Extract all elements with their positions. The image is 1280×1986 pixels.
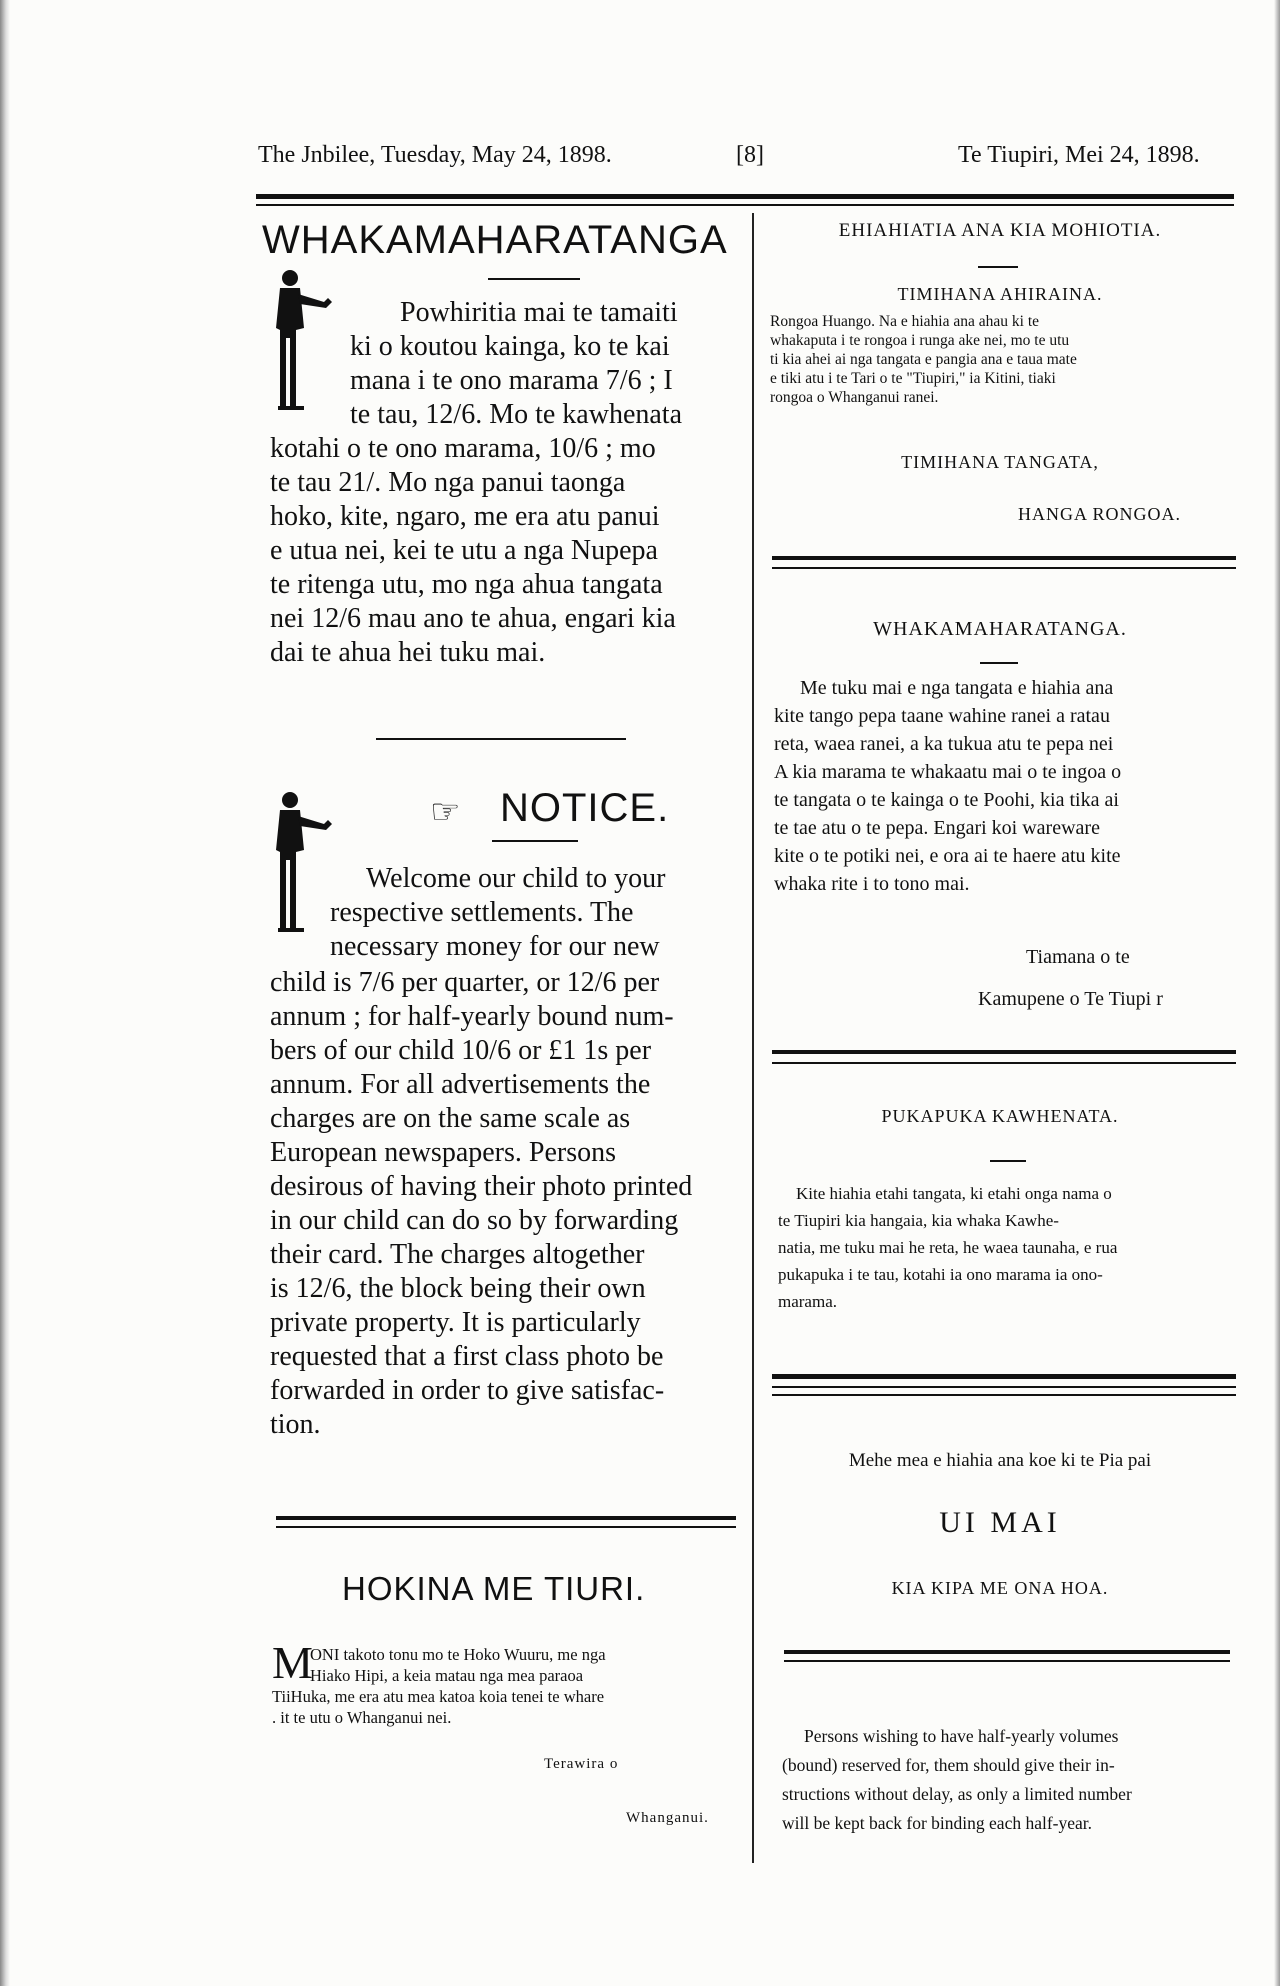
text-line: is 12/6, the block being their own xyxy=(270,1273,646,1304)
hokina-title: HOKINA ME TIURI. xyxy=(342,1570,646,1607)
title-underline xyxy=(980,662,1018,664)
notice-title: NOTICE. xyxy=(500,786,670,830)
text-line: Kite hiahia etahi tangata, ki etahi onga nama o xyxy=(796,1184,1112,1203)
text-line: annum. For all advertisements the xyxy=(270,1069,651,1100)
page-number: [8] xyxy=(736,142,764,168)
scan-edge-left xyxy=(0,0,10,1986)
maori-notice-indented xyxy=(350,330,722,432)
ehiahiatia-subtitle: TIMIHANA AHIRAINA. xyxy=(897,284,1103,304)
text-line: Me tuku mai e nga tangata e hiahia ana xyxy=(800,677,1114,699)
section-rule xyxy=(376,738,626,740)
pointing-hand-icon: ☞ xyxy=(430,794,461,831)
notice-first-line xyxy=(366,862,722,896)
section-rule-thin xyxy=(784,1660,1230,1662)
text-line: desirous of having their photo printed xyxy=(270,1171,693,1202)
whakamaharatanga-signature-1: Tiamana o te xyxy=(1026,946,1130,968)
ehiahiatia-title: EHIAHIATIA ANA KIA MOHIOTIA. xyxy=(838,220,1162,241)
text-line: te tau 21/. Mo nga panui taonga xyxy=(270,467,626,498)
whakamaharatanga-body xyxy=(774,674,1244,898)
text-line: forwarded in order to give satisfac- xyxy=(270,1375,665,1406)
header-right: Te Tiupiri, Mei 24, 1898. xyxy=(958,142,1200,168)
text-line: in our child can do so by forwarding xyxy=(270,1205,679,1236)
text-line: whakaputa i te rongoa i runga ake nei, mo te utu xyxy=(770,332,1070,349)
text-line: ti kia ahei ai nga tangata e pangia ana e taua mate xyxy=(770,351,1077,368)
text-line: European newspapers. Persons xyxy=(270,1137,617,1168)
section-rule-thin xyxy=(276,1526,736,1528)
hokina-signature-1: Terawira o xyxy=(544,1756,619,1772)
maori-notice-title: WHAKAMAHARATANGA xyxy=(262,218,728,262)
hokina-body xyxy=(272,1686,750,1728)
section-rule-thick xyxy=(276,1516,736,1520)
text-line: ONI takoto tonu mo te Hoko Wuuru, me nga xyxy=(310,1645,606,1664)
text-line: Welcome our child to your xyxy=(366,863,666,894)
text-line: te tau, 12/6. Mo te kawhenata xyxy=(350,399,683,430)
text-line: (bound) reserved for, them should give their in- xyxy=(782,1755,1115,1775)
section-rule-thick xyxy=(772,556,1236,560)
text-line: kotahi o te ono marama, 10/6 ; mo xyxy=(270,433,656,464)
text-line: their card. The charges altogether xyxy=(270,1239,645,1270)
text-line: marama. xyxy=(778,1292,837,1311)
text-line: structions without delay, as only a limited number xyxy=(782,1784,1132,1804)
ehiahiatia-signature-2: HANGA RONGOA. xyxy=(1018,504,1182,524)
text-line: will be kept back for binding each half-year. xyxy=(782,1813,1093,1833)
text-line: te tangata o te kainga o te Poohi, kia tika ai xyxy=(774,789,1119,811)
text-line: whaka rite i to tono mai. xyxy=(774,873,970,895)
text-line: pukapuka i te tau, kotahi ia ono marama ia ono- xyxy=(778,1265,1103,1284)
text-line: kite tango pepa taane wahine ranei a ratau xyxy=(774,705,1110,727)
text-line: te Tiupiri kia hangaia, kia whaka Kawhe- xyxy=(778,1211,1059,1230)
text-line: mana i te ono marama 7/6 ; I xyxy=(350,365,673,396)
text-line: bers of our child 10/6 or £1 1s per xyxy=(270,1035,652,1066)
text-line: Rongoa Huango. Na e hiahia ana ahau ki te xyxy=(770,313,1040,330)
text-line: . it te utu o Whanganui nei. xyxy=(272,1708,452,1727)
text-line: Persons wishing to have half-yearly volumes xyxy=(804,1726,1119,1746)
notice-indented xyxy=(330,896,722,964)
drop-cap: M xyxy=(272,1637,313,1688)
text-line: te tae atu o te pepa. Engari koi wareware xyxy=(774,817,1100,839)
pukapuka-title: PUKAPUKA KAWHENATA. xyxy=(881,1106,1119,1126)
ehiahiatia-signature-1: TIMIHANA TANGATA, xyxy=(901,452,1099,472)
section-rule-thick xyxy=(784,1650,1230,1654)
text-line: dai te ahua hei tuku mai. xyxy=(270,637,546,668)
text-line: Hiako Hipi, a keia matau nga mea paraoa xyxy=(310,1666,584,1685)
text-line: ki o koutou kainga, ko te kai xyxy=(350,331,670,362)
notice-body xyxy=(270,966,722,1442)
ui-mai-subline: KIA KIPA ME ONA HOA. xyxy=(891,1578,1109,1598)
text-line: tion. xyxy=(270,1409,321,1440)
hokina-signature-2: Whanganui. xyxy=(626,1810,709,1826)
text-line: hoko, kite, ngaro, me era atu panui xyxy=(270,501,660,532)
section-rule-thin xyxy=(772,567,1236,569)
text-line: natia, me tuku mai he reta, he waea taunaha, e rua xyxy=(778,1238,1118,1257)
ui-mai-intro: Mehe mea e hiahia ana koe ki te Pia pai xyxy=(848,1450,1152,1471)
whakamaharatanga-signature-2: Kamupene o Te Tiupi r xyxy=(978,988,1163,1010)
text-line: te ritenga utu, mo nga ahua tangata xyxy=(270,569,663,600)
maori-notice-body xyxy=(270,432,722,670)
scan-edge-right xyxy=(1274,0,1280,1986)
persons-notice xyxy=(782,1722,1232,1838)
section-rule-thin xyxy=(772,1386,1236,1388)
section-rule-thick xyxy=(772,1374,1236,1379)
text-line: private property. It is particularly xyxy=(270,1307,641,1338)
column-divider xyxy=(752,213,754,1863)
text-line: child is 7/6 per quarter, or 12/6 per xyxy=(270,967,660,998)
header-rule-thin xyxy=(256,204,1234,206)
section-rule-thin xyxy=(772,1062,1236,1064)
text-line: annum ; for half-yearly bound num- xyxy=(270,1001,674,1032)
text-line: charges are on the same scale as xyxy=(270,1103,631,1134)
text-line: TiiHuka, me era atu mea katoa koia tenei te whare xyxy=(272,1687,605,1706)
title-underline xyxy=(978,266,1018,268)
text-line: e tiki atu i te Tari o te "Tiupiri," ia Kitini, tiaki xyxy=(770,370,1056,387)
ehiahiatia-body xyxy=(770,312,1240,407)
section-rule-thin xyxy=(772,1394,1236,1396)
hokina-indented xyxy=(310,1644,750,1686)
section-rule-thick xyxy=(772,1050,1236,1054)
maori-notice-intro xyxy=(400,296,722,330)
notice-underline xyxy=(492,840,578,842)
header-rule-thick xyxy=(256,194,1234,199)
text-line: necessary money for our new xyxy=(330,931,660,962)
text-line: respective settlements. The xyxy=(330,897,634,928)
whakamaharatanga-title: WHAKAMAHARATANGA. xyxy=(873,618,1127,640)
text-line: kite o te potiki nei, e ora ai te haere atu kite xyxy=(774,845,1121,867)
text-line: Powhiritia mai te tamaiti xyxy=(400,297,678,328)
header-left: The Jnbilee, Tuesday, May 24, 1898. xyxy=(258,142,612,168)
text-line: reta, waea ranei, a ka tukua atu te pepa nei xyxy=(774,733,1114,755)
text-line: A kia marama te whakaatu mai o te ingoa o xyxy=(774,761,1122,783)
title-underline xyxy=(990,1160,1026,1162)
ui-mai-headline: UI MAI xyxy=(939,1506,1061,1539)
pukapuka-body xyxy=(778,1180,1238,1315)
text-line: nei 12/6 mau ano te ahua, engari kia xyxy=(270,603,676,634)
text-line: rongoa o Whanganui ranei. xyxy=(770,389,939,406)
text-line: e utua nei, kei te utu a nga Nupepa xyxy=(270,535,658,566)
text-line: requested that a first class photo be xyxy=(270,1341,664,1372)
title-underline xyxy=(488,278,580,280)
gentleman-figure-icon xyxy=(272,268,342,418)
